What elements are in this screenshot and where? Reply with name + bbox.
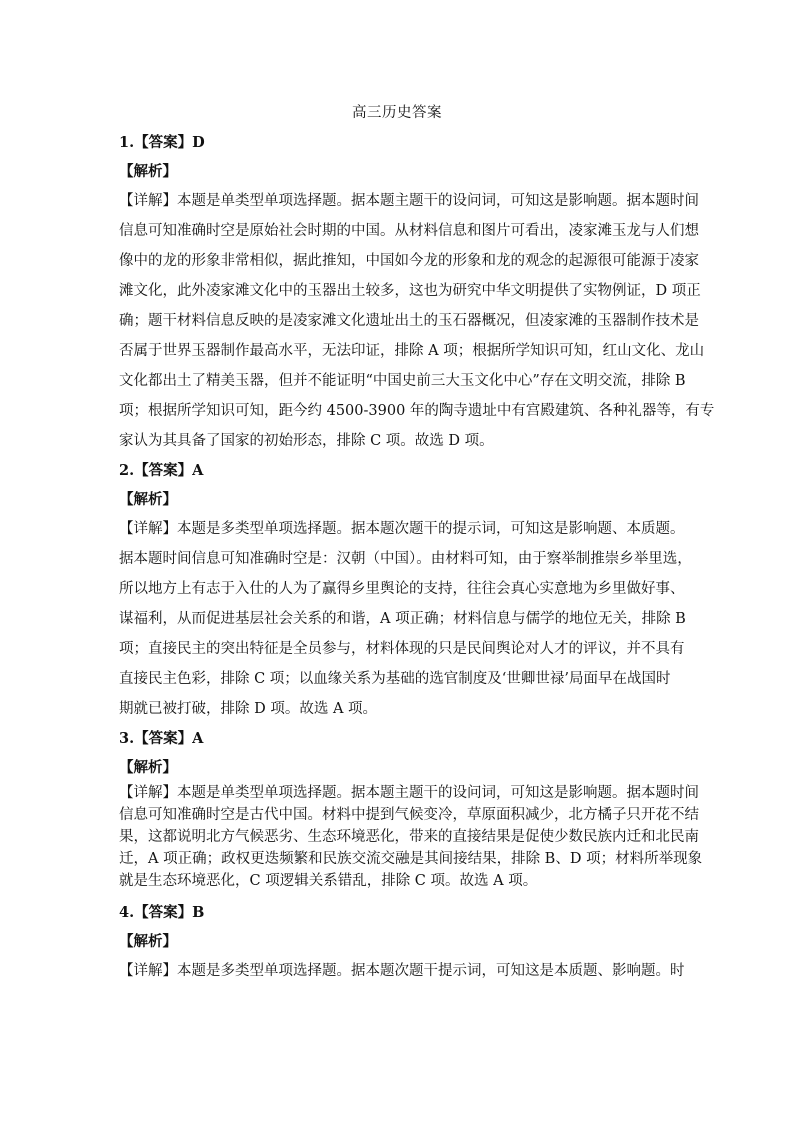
question-1 — [119, 128, 715, 456]
analysis-paragraph — [119, 186, 715, 456]
text-line: 像中的龙的形象非常相似，据此推知，中国如今龙的形象和龙的观念的起源很可能源于凌家 — [119, 253, 699, 269]
analysis-paragraph — [119, 956, 685, 986]
answer-label: 2.【答案】A — [119, 462, 204, 479]
text-line: 项；直接民主的突出特征是全员参与，材料体现的只是民间舆论对人才的评议，并不具有 — [119, 641, 685, 657]
answer-content — [119, 128, 715, 986]
text-line: 文化都出土了精美玉器，但并不能证明“中国史前三大玉文化中心”存在文明交流，排除 B — [119, 373, 686, 389]
text-line: 果，这都说明北方气候恶劣、生态环境恶化，带来的直接结果是促使少数民族内迁和北民南 — [119, 829, 699, 845]
text-line: 据本题时间信息可知准确时空是：汉朝（中国）。由材料可知，由于察举制推崇乡举里选， — [119, 551, 692, 567]
analysis-label: 【解析】 — [119, 933, 177, 950]
text-line: 【详解】本题是多类型单项选择题。据本题次题干的提示词，可知这是影响题、本质题。 — [119, 521, 685, 537]
text-line: 确；题干材料信息反映的是凌家滩文化遗址出土的玉石器概况，但凌家滩的玉器制作技术是 — [119, 313, 699, 329]
question-4 — [119, 898, 685, 986]
text-line: 直接民主色彩，排除 C 项；以血缘关系为基础的选官制度及‘世卿世禄’局面早在战国时 — [119, 671, 671, 687]
analysis-label: 【解析】 — [119, 491, 177, 508]
text-line: 信息可知准确时空是原始社会时期的中国。从材料信息和图片可看出，凌家滩玉龙与人们想 — [119, 223, 699, 239]
text-line: 信息可知准确时空是古代中国。材料中提到气候变冷，草原面积减少，北方橘子只开花不结 — [119, 807, 699, 823]
text-line: 【详解】本题是单类型单项选择题。据本题主题干的设问词，可知这是影响题。据本题时间 — [119, 193, 699, 209]
text-line: 滩文化，此外凌家滩文化中的玉器出土较多，这也为研究中华文明提供了实物例证，D 项正 — [119, 283, 701, 299]
text-line: 迁，A 项正确；政权更迭频繁和民族交流交融是其间接结果，排除 B、D 项；材料所举现象 — [119, 851, 703, 867]
text-line: 项；根据所学知识可知，距今约 4500-3900 年的陶寺遗址中有宫殿建筑、各种礼器等，有专 — [119, 403, 715, 419]
page-title: 高三历史答案 — [352, 105, 442, 121]
analysis-paragraph — [119, 514, 692, 724]
text-line: 就是生态环境恶化，C 项逻辑关系错乱，排除 C 项。故选 A 项。 — [119, 873, 538, 889]
text-line: 谋福利，从而促进基层社会关系的和谐，A 项正确；材料信息与儒学的地位无关，排除 B — [119, 611, 686, 627]
answer-label: 1.【答案】D — [119, 134, 205, 151]
text-line: 【详解】本题是单类型单项选择题。据本题主题干的设问词，可知这是影响题。据本题时间 — [119, 785, 699, 801]
text-line: 否属于世界玉器制作最高水平，无法印证，排除 A 项；根据所学知识可知，红山文化、龙山 — [119, 343, 705, 359]
analysis-paragraph — [119, 782, 703, 892]
question-3 — [119, 724, 703, 898]
analysis-label: 【解析】 — [119, 759, 177, 776]
answer-label: 3.【答案】A — [119, 730, 204, 747]
analysis-label: 【解析】 — [119, 163, 177, 180]
answer-label: 4.【答案】B — [119, 904, 205, 921]
text-line: 所以地方上有志于入仕的人为了赢得乡里舆论的支持，往往会真心实意地为乡里做好事、 — [119, 581, 685, 597]
text-line: 家认为其具备了国家的初始形态，排除 C 项。故选 D 项。 — [119, 433, 494, 449]
question-2 — [119, 456, 692, 724]
text-line: 【详解】本题是多类型单项选择题。据本题次题干提示词，可知这是本质题、影响题。时 — [119, 963, 685, 979]
text-line: 期就已被打破，排除 D 项。故选 A 项。 — [119, 701, 378, 717]
